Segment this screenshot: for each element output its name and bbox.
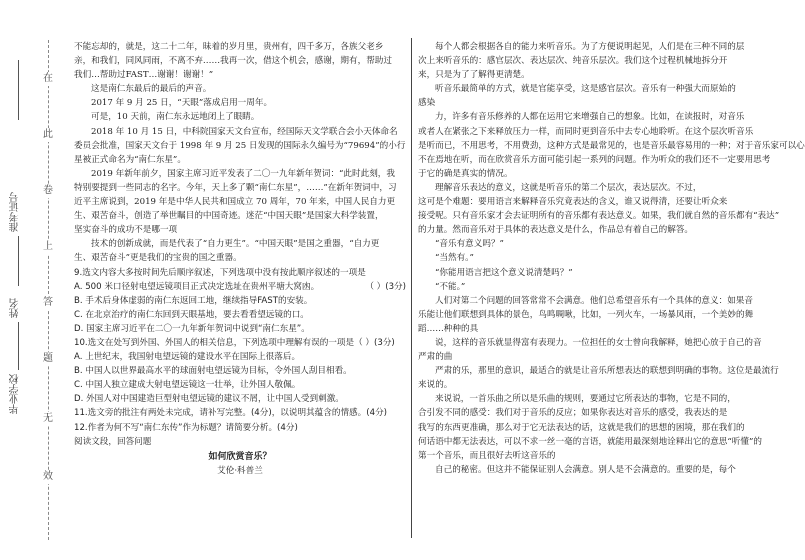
line-text: 可是，10 天前，南仁东永远地闭上了眼睛。 [91, 112, 260, 123]
text-line [418, 322, 758, 336]
text-line [418, 237, 758, 251]
column-divider [411, 38, 412, 538]
line-text: 这可是个难题：要用语言来解释音乐究竟表达的含义，谁又说得清，还要让听众来 [418, 197, 728, 208]
question-line [74, 392, 406, 406]
line-text: 第一个音乐，而且很好去听这音乐的 [418, 450, 556, 461]
question-text: 11.选文旁的批注有两处未完成，请补写完整。(4分)，以说明其蕴含的情感。(4分) [74, 408, 388, 419]
seal-char: 卷 [43, 185, 53, 196]
question-text: 9.选文内容大多按时间先后顺序叙述，下列选项中没有按此顺序叙述的一项是 [74, 267, 366, 278]
question-line [74, 308, 406, 322]
question-text: C. 在北京治疗的南仁东回到天眼基地，要去看看望远镜的口。 [74, 309, 309, 320]
question-line [74, 364, 406, 378]
seal-char: 效 [43, 471, 53, 482]
text-line [418, 209, 780, 223]
name-label: 姓名 [10, 298, 21, 318]
line-text: 或者人在紧张之下来释放压力一样，而同时更到音乐中去专心地聆听。在这个层次听音乐 [418, 126, 754, 137]
line-text: 2017 年 9 月 25 日，“天眼”落成启用一周年。 [91, 98, 273, 109]
text-line [418, 195, 758, 209]
question-text: D. 国家主席习近平在二〇一九年新年贺词中说到“南仁东星”。 [74, 323, 310, 334]
text-line [418, 266, 758, 280]
text-line [418, 110, 758, 124]
line-text: 2018 年 10 月 15 日，中科院国家天文台宣布，经国际天文学联合会小天体命名 [91, 126, 398, 137]
text-line [74, 237, 406, 251]
line-text: “音乐有意义吗？” [435, 239, 504, 250]
line-text: “不能。” [435, 281, 466, 292]
line-text: 何话语中都无法表达，可以不求一丝一毫的言语，就能用最深刻地诠释出它的意思“听懂”的 [418, 436, 762, 447]
text-line [74, 181, 406, 195]
question-text: B. 中国人以世界最高水平的球面射电望远镜为目标，令外国人刮目相看。 [74, 366, 352, 377]
line-text: 严肃的曲 [418, 352, 453, 363]
article-title: 如何欣赏音乐？ [208, 451, 272, 462]
text-line [74, 125, 406, 139]
text-line [74, 110, 406, 124]
text-line [418, 125, 758, 139]
line-text: 星被正式命名为“南仁东星”。 [74, 154, 186, 165]
answer-bracket[interactable]: （ ）(3分) [365, 281, 406, 292]
line-text: 听音乐最简单的方式，就是官能享受，这是感官层次。音乐有一种强大而原始的 [435, 84, 736, 95]
line-text: 坚实奋斗的成功不是哪一项 [74, 225, 178, 236]
text-line [418, 153, 771, 167]
text-line [74, 251, 406, 265]
text-line [418, 96, 758, 110]
text-line [418, 308, 758, 322]
line-text: 来说说，一首乐曲之所以是乐曲的规则，要通过它所表达的事物，它是不同的， [435, 394, 736, 405]
text-line [418, 223, 758, 237]
text-line [418, 421, 758, 435]
text-line [418, 181, 758, 195]
question-text: A. 500 米口径射电望远镜项目正式决定选址在贵州平塘大窝凼。 [74, 281, 320, 292]
line-text: 生、艰苦奋斗，创造了举世瞩目的中国奇迹。迷茫“中国天眼”是国家大科学装置， [74, 211, 384, 222]
text-line [74, 40, 406, 54]
passage-text-right [418, 40, 805, 477]
line-text: “当然有。” [435, 253, 474, 264]
text-line [74, 54, 406, 68]
line-text: 委员会批准，国家天文台于 1998 年 9 月 25 日发现的国际永久编号为“79694”的小行 [74, 140, 406, 151]
question-text: D. 外国人对中国建造巨型射电望远镜的建议不屑，让中国人受到刺激。 [74, 394, 344, 405]
passage-text-left [74, 40, 406, 266]
line-text: 严肃的乐，那里的意识，最适合的就是让音乐所想表达的联想到明确的事物。这位是最流行 [435, 366, 779, 377]
line-text: 我写的东西更准确，那么对于它无法表达的话，这就是我们的思想的困境，那在我们的 [418, 422, 745, 433]
text-line [74, 209, 406, 223]
question-text: C. 中国人独立建成大射电望远镜这一壮举，让外国人敬佩。 [74, 380, 301, 391]
binding-margin [0, 0, 66, 560]
question-line [74, 421, 406, 435]
line-text: 特别要提到一些同志的名字。今年，天上多了颗“南仁东星”，……”在新年贺词中，习 [74, 182, 397, 193]
question-line [74, 336, 406, 350]
line-text: 来，只是为了了解得更清楚。 [418, 70, 530, 81]
text-line [74, 139, 406, 153]
line-text: 近平主席说到，2019 年是中华人民共和国成立 70 周年，70 年来，中国人民自力更 [74, 197, 396, 208]
right-column [418, 40, 805, 477]
text-line [418, 364, 779, 378]
line-text: 的力量。然而音乐对于具体的表达意义是什么，作品总有着自己的解答。 [418, 225, 694, 236]
school-label: 毕业学校 [10, 374, 21, 414]
left-column [74, 40, 406, 478]
text-line [418, 392, 758, 406]
line-text: 理解音乐表达的意义，这就是听音乐的第二个层次，表达层次。不过， [435, 182, 702, 193]
text-line [418, 378, 758, 392]
school-line [18, 322, 19, 370]
line-text: 生、艰苦奋斗”更是我们的宝贵的国之重器。 [74, 253, 242, 264]
line-text: 次上来听音乐的：感官层次、表达层次、纯音乐层次。我们这个过程机械地拆分开 [418, 56, 728, 67]
seal-char: 在 [43, 73, 53, 84]
question-line [74, 280, 406, 294]
question-text: 阅读文段，回答问题 [74, 436, 152, 447]
text-line [418, 280, 758, 294]
line-text: 我们…帮助过FAST…谢谢！谢谢！” [74, 70, 214, 81]
text-line [418, 406, 758, 420]
line-text: 乐能让他们联想到具体的景色，鸟鸣啁啾，比如，一列火车，一场暴风雨，一个美妙的舞 [418, 309, 754, 320]
seal-char: 此 [43, 129, 53, 140]
line-text: 不在焉地在听，而在欣赏音乐方面可能引起一系列的问题。作为听众的我们还不一定要用思考 [418, 154, 771, 165]
line-text: 是听而已，不用思考，不用费劲，这种方式是最常见的，也是音乐最容易用的一种；对于音乐家可以心 [418, 140, 805, 151]
line-text: 每个人都会根据各自的能力来听音乐。为了方便说明起见，人们是在三种不同的层 [435, 42, 745, 52]
text-line [418, 82, 758, 96]
line-text: 蹈……种种的具 [418, 323, 479, 334]
line-text: 接受呢。只有音乐家才会去证明所有的音乐都有表达意义。如果，我们就自然的音乐都有“表达” [418, 211, 780, 222]
text-line [418, 336, 762, 350]
question-line [74, 266, 406, 280]
text-line [418, 463, 758, 477]
line-text: 合引发不同的感受：我们对于音乐的反应；如果你表达对音乐的感受，我表达的是 [418, 408, 728, 419]
text-line [418, 40, 758, 54]
question-text: A. 上世纪末，我国射电望远镜的建设水平在国际上很落后。 [74, 352, 301, 363]
text-line [418, 251, 758, 265]
line-text: 亲，和我们，同风同雨，不离不弃……我再一次，借这个机会，感谢，期有，帮助过 [74, 56, 392, 67]
line-text: 来说的。 [418, 380, 453, 391]
line-text: 感染 [418, 98, 436, 109]
text-line [418, 294, 758, 308]
text-line [418, 167, 758, 181]
line-text: 力，许多有音乐修养的人都在运用它来增强自己的想象。比如，在读报时，对音乐 [435, 112, 745, 123]
text-line [74, 68, 406, 82]
text-line [74, 96, 406, 110]
question-line [74, 378, 406, 392]
seal-char: 无 [43, 413, 53, 424]
question-text: 12.作者为何不写“南仁东传”作为标题？请简要分析。(4分) [74, 422, 298, 433]
question-line [74, 294, 406, 308]
text-line [74, 153, 406, 167]
text-line [418, 350, 758, 364]
seal-char: 答 [43, 297, 53, 308]
question-line [74, 406, 406, 420]
text-line [74, 82, 406, 96]
line-text: 不能忘却的，就是，这二十二年，昧着的岁月里，贵州有，四千多万，各族父老乡 [74, 42, 384, 52]
text-line [418, 435, 762, 449]
seal-dashed-line [48, 40, 49, 540]
text-line [74, 167, 406, 181]
text-line [74, 223, 406, 237]
line-text: 人们对第二个问题的回答常常不会满意。他们总希望音乐有一个具体的意义：如果音 [435, 295, 753, 306]
line-text: 于它的确是真实的情况。 [418, 168, 513, 179]
seal-char: 题 [43, 353, 53, 364]
line-text: 自己的秘密。但这并不能保证别人会满意。别人是不会满意的。重要的是，每个 [435, 464, 736, 475]
question-line [74, 435, 406, 449]
text-line [418, 139, 805, 153]
text-line [74, 195, 406, 209]
line-text: 说，这样的音乐就显得富有表现力。一位担任的女士曾向我解释，她把心放于自己的音 [435, 337, 762, 348]
seal-char: 上 [43, 241, 53, 252]
line-text: “你能用语言把这个意义说清楚吗？” [435, 267, 573, 278]
ticket-number-line [18, 60, 19, 120]
text-line [418, 54, 758, 68]
question-line [74, 322, 406, 336]
question-text: B. 手术后身体虚弱的南仁东返回工地，继续指导FAST的安装。 [74, 295, 313, 306]
line-text: 技术的创新成就，而是代表了“自力更生”。“中国天眼”是国之重器，“自力更 [91, 239, 380, 250]
text-line [418, 449, 758, 463]
line-text: 2019 年新年前夕，国家主席习近平发表了二〇一九年新年贺词：“此时此刻，我 [91, 168, 395, 179]
question-text: 10.选文在处写到外国、外国人的相关信息，下列选项中理解有误的一项是（ ）(3分) [74, 337, 395, 348]
question-line [74, 350, 406, 364]
name-line [18, 236, 19, 286]
question-block [74, 266, 406, 449]
line-text: 这是南仁东最后的最后的声音。 [91, 84, 212, 95]
text-line [418, 68, 758, 82]
ticket-number-label: 准考证号 [10, 192, 21, 232]
article-author: 艾伦·科普兰 [217, 465, 263, 476]
